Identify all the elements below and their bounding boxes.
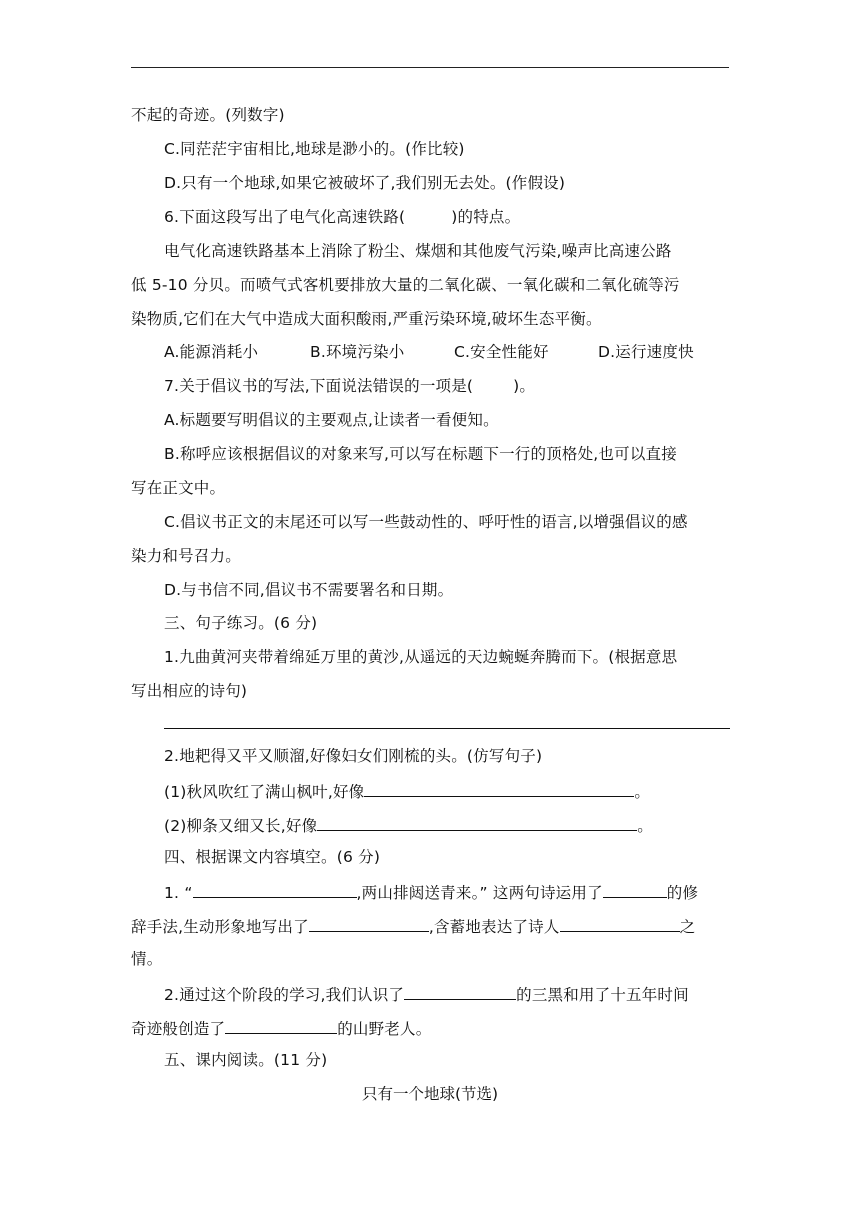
fill-blank[interactable] — [309, 915, 429, 932]
period: 。 — [634, 783, 651, 801]
prompt-text: ,含蓄地表达了诗人 — [428, 918, 560, 936]
question-6 — [164, 207, 730, 227]
question-3-1: 1.九曲黄河夹带着绵延万里的黄沙,从遥远的天边蜿蜒奔腾而下。(根据意思 — [164, 648, 678, 666]
option-d: D.与书信不同,倡议书不需要署名和日期。 — [164, 581, 454, 599]
option-b-cont: 写在正文中。 — [131, 479, 226, 497]
section-5-heading: 五、课内阅读。(11 分) — [164, 1051, 328, 1069]
question-4-1-end: 情。 — [131, 950, 163, 968]
option-d: D.只有一个地球,如果它被破坏了,我们别无去处。(作假设) — [164, 174, 566, 192]
question-3-1-cont: 写出相应的诗句) — [131, 682, 248, 700]
answer-line[interactable] — [164, 728, 730, 729]
question-6-stem: 6.下面这段写出了电气化高速铁路( — [164, 208, 406, 226]
period: 。 — [637, 817, 653, 835]
fill-blank[interactable] — [225, 1017, 337, 1034]
question-7-stem: 7.关于倡议书的写法,下面说法错误的一项是( — [164, 377, 474, 395]
option-b: B.环境污染小 — [310, 343, 405, 361]
fill-blank[interactable] — [560, 915, 680, 932]
option-a: A.标题要写明倡议的主要观点,让读者一看便知。 — [164, 411, 499, 429]
option-c: C.安全性能好 — [454, 343, 549, 361]
prompt-text: 2.通过这个阶段的学习,我们认识了 — [164, 986, 405, 1004]
section-4-heading: 四、根据课文内容填空。(6 分) — [164, 848, 381, 866]
question-3-2-2 — [164, 814, 730, 836]
question-6-stem-end: )的特点。 — [451, 208, 521, 226]
section-3-heading: 三、句子练习。(6 分) — [164, 614, 318, 632]
reading-title: 只有一个地球(节选) — [361, 1085, 499, 1103]
prompt-text: 之 — [679, 918, 696, 936]
prompt-text: 1. “ — [164, 884, 193, 902]
option-a: A.能源消耗小 — [164, 343, 259, 361]
question-6-options — [164, 342, 730, 362]
passage-line: 染物质,它们在大气中造成大面积酸雨,严重污染环境,破坏生态平衡。 — [131, 310, 602, 328]
prompt-text: (2)柳条又细又长,好像 — [164, 817, 318, 835]
question-3-2: 2.地耙得又平又顺溜,好像妇女们刚梳的头。(仿写句子) — [164, 747, 543, 765]
fill-blank[interactable] — [364, 780, 634, 797]
header-rule — [131, 67, 729, 68]
prompt-text: 辞手法,生动形象地写出了 — [131, 918, 309, 936]
option-b: B.称呼应该根据倡议的对象来写,可以写在标题下一行的顶格处,也可以直接 — [164, 445, 677, 463]
option-d: D.运行速度快 — [598, 343, 694, 361]
prompt-text: 的三黑和用了十五年时间 — [516, 986, 689, 1004]
option-c: C.同茫茫宇宙相比,地球是渺小的。(作比较) — [164, 140, 465, 158]
question-4-2 — [164, 983, 730, 1005]
question-7 — [164, 376, 730, 396]
fill-blank[interactable] — [404, 983, 516, 1000]
fill-blank[interactable] — [603, 881, 667, 898]
passage-line: 电气化高速铁路基本上消除了粉尘、煤烟和其他废气污染,噪声比高速公路 — [164, 242, 672, 260]
question-4-1-cont — [131, 915, 731, 937]
question-3-2-1 — [164, 780, 730, 802]
prompt-text: ,两山排闼送青来。” 这两句诗运用了 — [356, 884, 603, 902]
prompt-text: 的山野老人。 — [337, 1020, 432, 1038]
prompt-text: 奇迹般创造了 — [131, 1020, 226, 1038]
option-c: C.倡议书正文的末尾还可以写一些鼓动性的、呼吁性的语言,以增强倡议的感 — [164, 513, 688, 531]
option-c-cont: 染力和号召力。 — [131, 547, 241, 565]
fill-blank[interactable] — [193, 881, 357, 898]
question-4-1 — [164, 881, 730, 903]
passage-line: 低 5-10 分贝。而喷气式客机要排放大量的二氧化碳、一氧化碳和二氧化硫等污 — [131, 276, 680, 294]
fill-blank[interactable] — [317, 814, 637, 831]
question-7-stem-end: )。 — [513, 377, 536, 395]
prompt-text: (1)秋风吹红了满山枫叶,好像 — [164, 783, 365, 801]
prompt-text: 的修 — [666, 884, 699, 902]
text-line: 不起的奇迹。(列数字) — [131, 106, 285, 124]
question-4-2-cont — [131, 1017, 731, 1039]
